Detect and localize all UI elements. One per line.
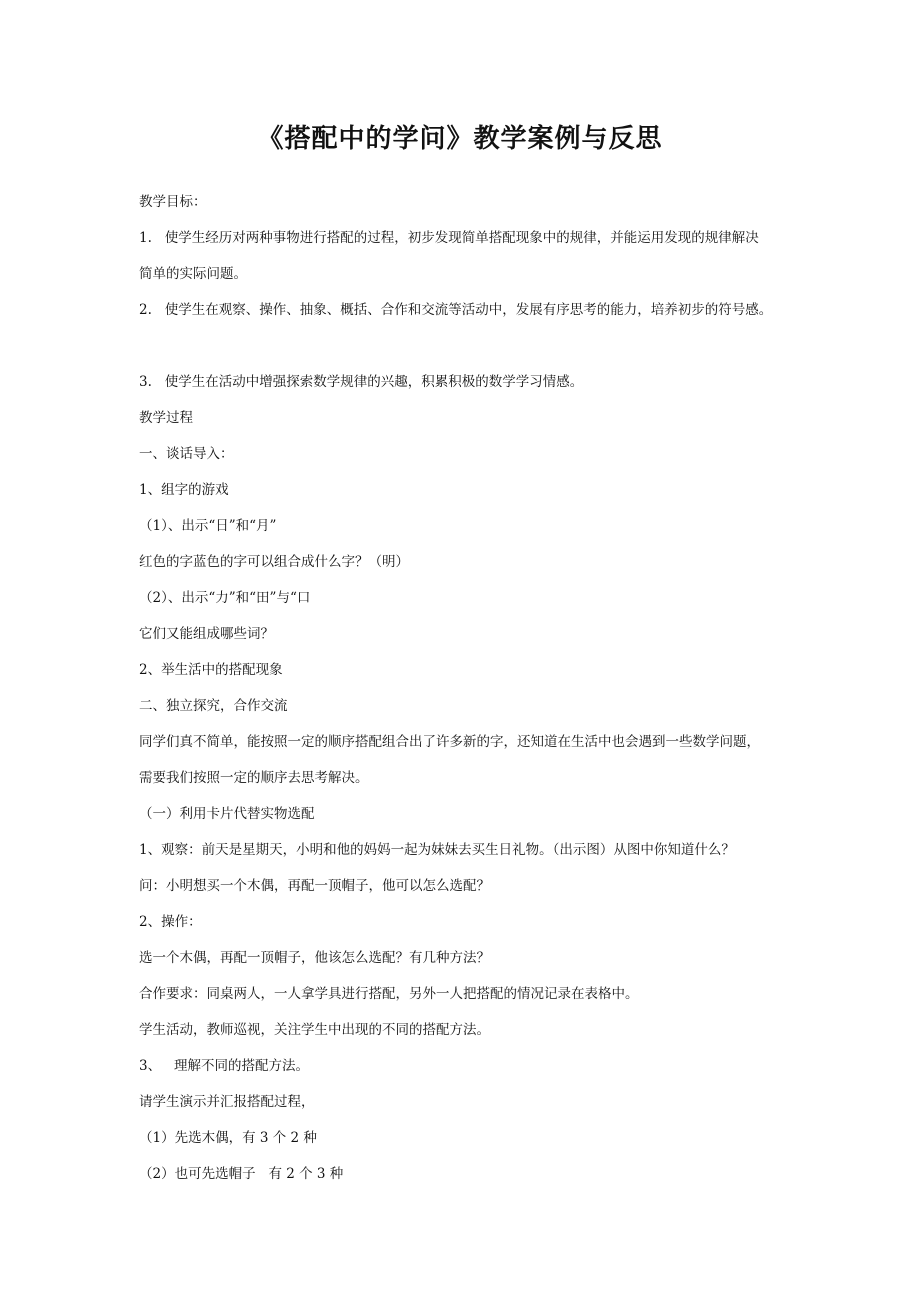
text-line: 同学们真不简单，能按照一定的顺序搭配组合出了许多新的字，还知道在生活中也会遇到一些数学问题， <box>139 734 760 750</box>
text-line: 1、组字的游戏 <box>139 482 229 498</box>
text-line: （2）、出示“力”和“田”与“口 <box>139 590 311 606</box>
text-line: （1）先选木偶，有 3 个 2 种 <box>139 1130 317 1146</box>
text-line: 教学目标： <box>139 194 207 210</box>
text-line: 问：小明想买一个木偶，再配一顶帽子，他可以怎么选配？ <box>139 878 490 894</box>
text-line: 教学过程 <box>139 410 193 426</box>
text-line: 2. 使学生在观察、操作、抽象、概括、合作和交流等活动中，发展有序思考的能力，培养初步的符号感。 <box>139 302 773 318</box>
text-line: 学生活动，教师巡视，关注学生中出现的不同的搭配方法。 <box>139 1022 490 1038</box>
document-title: 《搭配中的学问》教学案例与反思 <box>257 124 663 154</box>
text-line: 1、观察：前天是星期天，小明和他的妈妈一起为妹妹去买生日礼物。（出示图）从图中你知道什么？ <box>139 842 735 858</box>
text-line: 简单的实际问题。 <box>139 266 247 282</box>
text-line: 需要我们按照一定的顺序去思考解决。 <box>139 770 369 786</box>
text-line: 选一个木偶，再配一顶帽子，他该怎么选配？有几种方法？ <box>139 950 490 966</box>
text-line: 3. 使学生在活动中增强探索数学规律的兴趣，积累积极的数学学习情感。 <box>139 374 584 390</box>
text-line: （一）利用卡片代替实物选配 <box>139 806 315 822</box>
text-line: 2、操作： <box>139 914 202 930</box>
text-line: 3、 理解不同的搭配方法。 <box>139 1058 309 1074</box>
text-line: 红色的字蓝色的字可以组合成什么字？（明） <box>139 554 409 570</box>
text-line: 合作要求：同桌两人，一人拿学具进行搭配，另外一人把搭配的情况记录在表格中。 <box>139 986 639 1002</box>
text-line: 它们又能组成哪些词？ <box>139 626 274 642</box>
text-line: 1. 使学生经历对两种事物进行搭配的过程，初步发现简单搭配现象中的规律，并能运用发现的规律解决 <box>139 230 759 246</box>
text-line: 一、谈话导入： <box>139 446 234 462</box>
text-line: 请学生演示并汇报搭配过程， <box>139 1094 315 1110</box>
text-line: （2）也可先选帽子 有 2 个 3 种 <box>139 1166 344 1182</box>
text-line: （1）、出示“日”和“月” <box>139 518 277 534</box>
text-line: 2、举生活中的搭配现象 <box>139 662 283 678</box>
text-line: 二、独立探究，合作交流 <box>139 698 288 714</box>
